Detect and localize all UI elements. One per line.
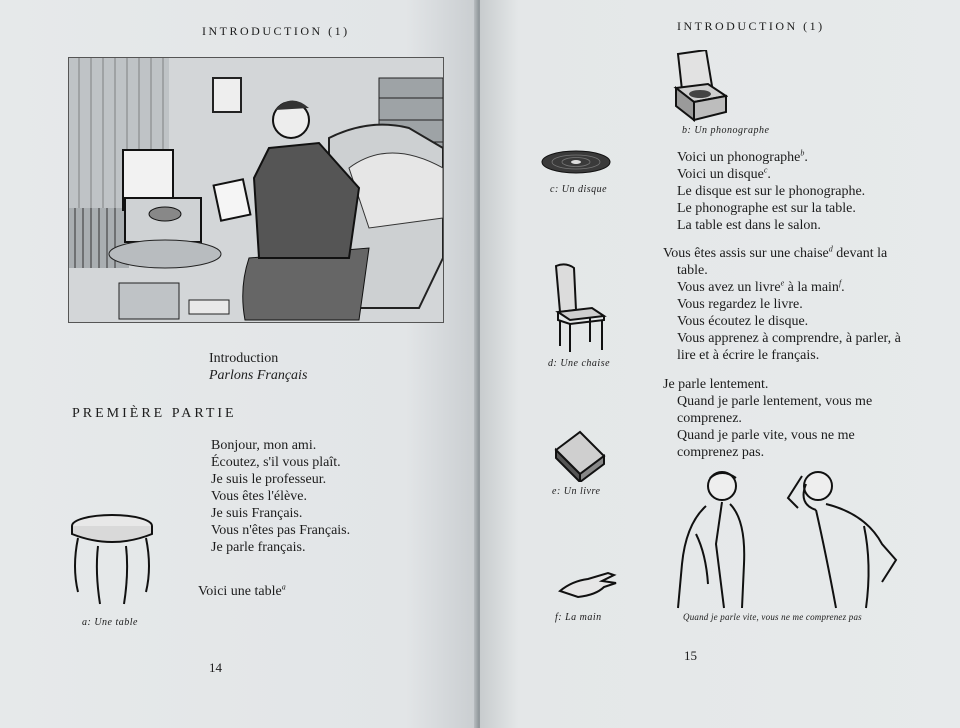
table-icon	[68, 512, 158, 617]
caption-men: Quand je parle vite, vous ne me comprenez pas	[683, 612, 862, 622]
text-line: Quand je parle lentement, vous me	[677, 394, 873, 409]
intro-title: Introduction	[209, 351, 279, 366]
caption-table: a: Une table	[82, 617, 138, 628]
reading-man-illustration	[68, 57, 444, 323]
page-number: 14	[209, 660, 222, 675]
dialogue-lines	[211, 437, 350, 556]
text-line: table.	[677, 263, 708, 278]
text-line: Quand je parle vite, vous ne me	[677, 428, 855, 443]
text-line: La table est dans le salon.	[677, 218, 821, 233]
phonograph-icon	[672, 50, 728, 127]
text-block-2	[663, 245, 901, 364]
text-line: comprenez pas.	[677, 445, 765, 460]
book-icon	[552, 430, 608, 487]
running-head: INTRODUCTION (1)	[677, 19, 825, 33]
text-line: Voici un phonographe$^b$.	[677, 148, 808, 165]
dialogue-line: Je suis Français.	[211, 506, 303, 521]
text-line: lire et à écrire le français.	[677, 348, 820, 363]
caption-book: e: Un livre	[552, 486, 601, 497]
chair-icon	[548, 262, 612, 359]
hand-icon	[558, 567, 618, 606]
section-heading: PREMIÈRE PARTIE	[72, 406, 237, 421]
right-page	[480, 0, 960, 728]
text-line: Vous êtes assis sur une chaise$^d$ devant la	[663, 244, 888, 261]
running-head: INTRODUCTION (1)	[202, 24, 350, 38]
text-line: Voici un disque$^c$.	[677, 165, 771, 182]
caption-hand: f: La main	[555, 612, 602, 623]
dialogue-line: Vous n'êtes pas Français.	[211, 523, 351, 538]
dialogue-line: Je parle français.	[211, 540, 306, 555]
text-block-3	[663, 376, 872, 461]
text-block-1	[677, 149, 865, 234]
dialogue-line: Vous êtes l'élève.	[211, 489, 307, 504]
page-number: 15	[684, 648, 697, 663]
voici-table-line: Voici une table$^a$	[198, 582, 286, 599]
left-page	[0, 0, 478, 728]
record-icon	[540, 148, 612, 183]
text-line: Je parle lentement.	[663, 377, 769, 392]
caption-record: c: Un disque	[550, 184, 608, 195]
text-line: Vous apprenez à comprendre, à parler, à	[677, 331, 901, 346]
text-line: Vous regardez le livre.	[677, 297, 803, 312]
dialogue-line: Bonjour, mon ami.	[211, 438, 317, 453]
intro-subtitle: Parlons Français	[209, 368, 308, 383]
caption-phonograph: b: Un phonographe	[682, 125, 770, 136]
dialogue-line: Je suis le professeur.	[211, 472, 327, 487]
text-line: comprenez.	[677, 411, 742, 426]
text-line: Vous écoutez le disque.	[677, 314, 809, 329]
text-line: Vous avez un livre$^e$ à la main$^f$.	[677, 278, 845, 295]
text-line: Le phonographe est sur la table.	[677, 201, 856, 216]
caption-chair: d: Une chaise	[548, 358, 611, 369]
text-line: Le disque est sur le phonographe.	[677, 184, 866, 199]
dialogue-line: Écoutez, s'il vous plaît.	[211, 455, 341, 470]
men-illustration	[676, 464, 924, 615]
